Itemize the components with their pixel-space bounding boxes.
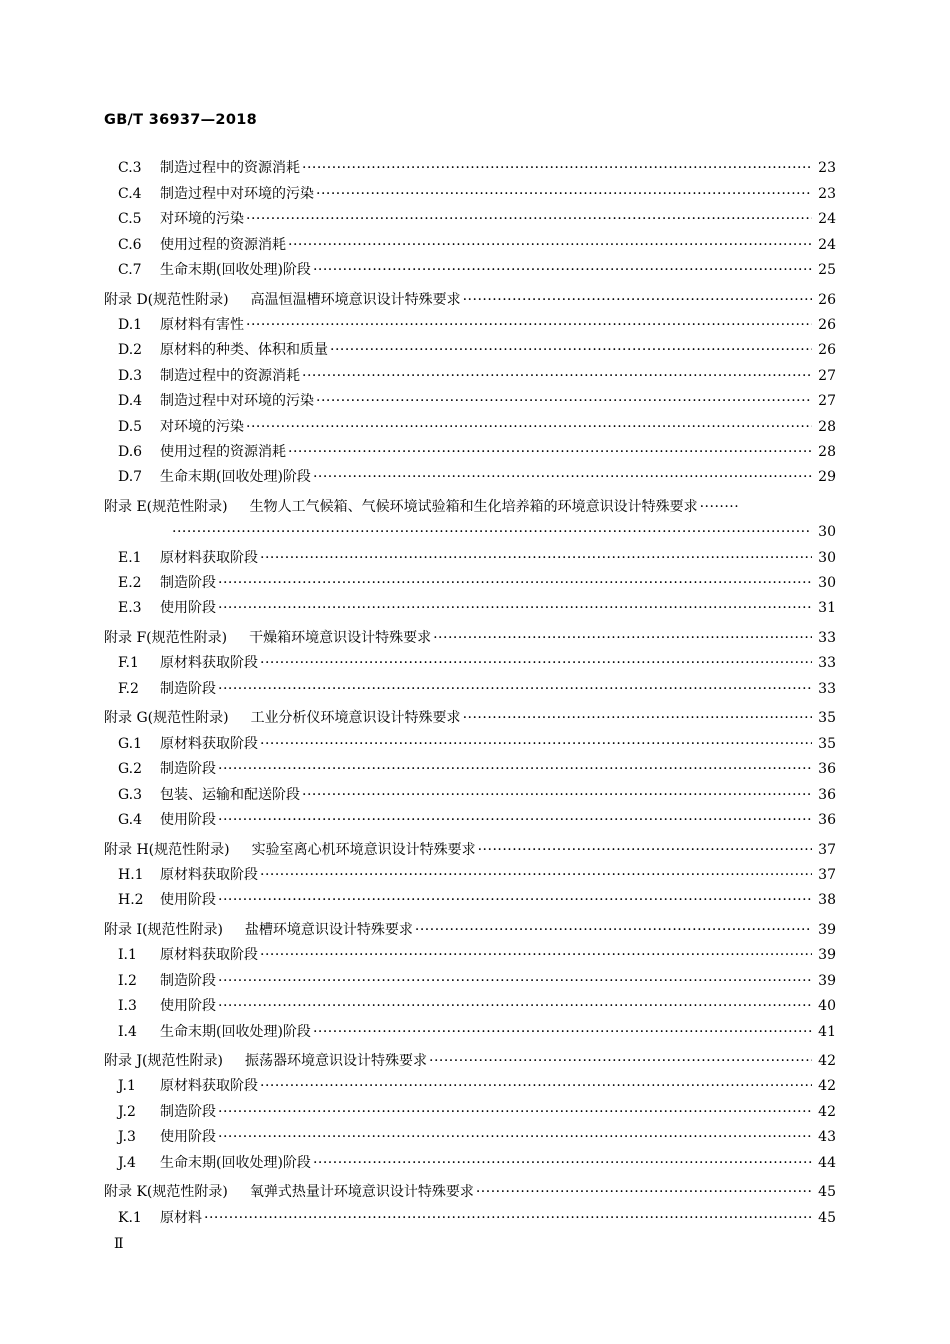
toc-entry-title: 氧弹式热量计环境意识设计特殊要求	[249, 1184, 474, 1201]
toc-entry-title: 使用阶段	[160, 892, 216, 909]
toc-leader-dots	[218, 598, 812, 618]
toc-entry-appendix[interactable]	[104, 280, 836, 310]
toc-entry-number: I.1	[118, 947, 137, 964]
toc-entry-page: 24	[818, 211, 836, 228]
toc-entry-continuation[interactable]	[104, 517, 836, 542]
toc-entry-page: 24	[818, 236, 836, 253]
toc-leader-dots	[415, 920, 812, 940]
toc-entry-page: 38	[818, 892, 836, 909]
toc-entry-number: E.1	[118, 549, 142, 566]
toc-entry-clause[interactable]	[104, 991, 836, 1016]
toc-entry-clause[interactable]	[104, 1122, 836, 1147]
toc-entry-clause[interactable]	[104, 437, 836, 462]
toc-entry-page: 35	[818, 735, 836, 752]
toc-entry-page: 23	[818, 160, 836, 177]
toc-entry-clause[interactable]	[104, 885, 836, 910]
toc-leader-dots	[218, 890, 812, 910]
toc-entry-number: D.7	[118, 469, 143, 486]
toc-entry-clause[interactable]	[104, 940, 836, 965]
toc-entry-page: 36	[818, 761, 836, 778]
toc-entry-title: 振荡器环境意识设计特殊要求	[245, 1053, 427, 1070]
toc-entry-number: F.2	[118, 680, 139, 697]
toc-entry-page: 30	[818, 549, 836, 566]
toc-entry-clause[interactable]	[104, 229, 836, 254]
toc-entry-page: 44	[818, 1154, 836, 1171]
toc-entry-title: 实验室离心机环境意识设计特殊要求	[251, 841, 476, 858]
toc-entry-title: 原材料获取阶段	[160, 735, 258, 752]
toc-leader-dots	[700, 497, 740, 517]
toc-entry-number: H.2	[118, 892, 144, 909]
toc-entry-page: 42	[818, 1078, 836, 1095]
toc-leader-dots	[218, 679, 812, 699]
toc-entry-number: 附录 H(规范性附录)	[104, 841, 230, 858]
toc-entry-page: 26	[818, 342, 836, 359]
toc-leader-dots	[246, 209, 812, 229]
toc-leader-dots	[218, 573, 812, 593]
toc-entry-number: D.5	[118, 418, 143, 435]
toc-leader-dots	[476, 1182, 812, 1202]
toc-entry-number: 附录 J(规范性附录)	[104, 1053, 223, 1070]
toc-leader-dots	[260, 548, 812, 568]
toc-entry-appendix[interactable]	[104, 910, 836, 940]
toc-entry-page: 25	[818, 261, 836, 278]
toc-entry-page: 33	[818, 630, 836, 647]
toc-entry-page: 28	[818, 418, 836, 435]
toc-entry-appendix[interactable]	[104, 830, 836, 860]
toc-entry-number: J.2	[118, 1103, 136, 1120]
toc-entry-clause[interactable]	[104, 462, 836, 487]
toc-entry-number: I.3	[118, 998, 137, 1015]
toc-entry-title: 生命末期(回收处理)阶段	[160, 1023, 311, 1040]
toc-leader-dots	[478, 840, 812, 860]
toc-entry-number: 附录 E(规范性附录)	[104, 498, 228, 515]
toc-entry-title: 制造阶段	[160, 1103, 216, 1120]
toc-leader-dots	[313, 467, 812, 487]
toc-entry-number: 附录 I(规范性附录)	[104, 921, 223, 938]
toc-leader-dots	[246, 417, 812, 437]
toc-entry-clause[interactable]	[104, 310, 836, 335]
toc-entry-page: 23	[818, 185, 836, 202]
toc-entry-clause[interactable]	[104, 965, 836, 990]
toc-leader-dots	[316, 184, 812, 204]
toc-entry-number: G.1	[118, 735, 143, 752]
toc-entry-page: 26	[818, 291, 836, 308]
toc-entry-number: E.2	[118, 575, 142, 592]
toc-leader-dots	[302, 158, 812, 178]
toc-entry-clause[interactable]	[104, 153, 836, 178]
toc-entry-title: 生命末期(回收处理)阶段	[160, 469, 311, 486]
toc-entry-number: C.3	[118, 160, 142, 177]
toc-leader-dots	[260, 1076, 812, 1096]
toc-entry-page: 37	[818, 841, 836, 858]
toc-entry-page: 39	[818, 921, 836, 938]
toc-entry-title: 使用阶段	[160, 600, 216, 617]
toc-entry-appendix[interactable]	[104, 487, 836, 517]
toc-leader-dots	[313, 260, 812, 280]
toc-leader-dots	[288, 235, 812, 255]
toc-leader-dots	[246, 315, 812, 335]
toc-leader-dots	[433, 628, 812, 648]
toc-entry-page: 36	[818, 811, 836, 828]
toc-entry-number: D.1	[118, 316, 143, 333]
toc-leader-dots	[313, 1022, 812, 1042]
toc-entry-clause[interactable]	[104, 754, 836, 779]
toc-entry-page: 33	[818, 655, 836, 672]
toc-leader-dots	[260, 865, 812, 885]
toc-entry-clause[interactable]	[104, 1202, 836, 1227]
toc-entry-clause[interactable]	[104, 568, 836, 593]
toc-entry-number: I.4	[118, 1023, 137, 1040]
toc-entry-page: 29	[818, 469, 836, 486]
toc-entry-page: 30	[818, 575, 836, 592]
toc-leader-dots	[316, 391, 812, 411]
toc-entry-title: 原材料的种类、体积和质量	[160, 342, 328, 359]
toc-entry-appendix[interactable]	[104, 618, 836, 648]
toc-entry-title: 使用过程的资源消耗	[160, 236, 286, 253]
toc-leader-dots	[260, 734, 812, 754]
toc-entry-clause[interactable]	[104, 1071, 836, 1096]
toc-entry-page: 31	[818, 600, 836, 617]
toc-leader-dots	[302, 366, 812, 386]
toc-leader-dots	[218, 810, 812, 830]
toc-entry-number: K.1	[118, 1209, 142, 1226]
toc-entry-title: 制造阶段	[160, 761, 216, 778]
toc-entry-title: 使用阶段	[160, 1129, 216, 1146]
toc-entry-title: 包装、运输和配送阶段	[160, 786, 300, 803]
toc-entry-title: 原材料	[160, 1209, 202, 1226]
toc-leader-dots	[260, 653, 812, 673]
toc-entry-clause[interactable]	[104, 728, 836, 753]
toc-entry-title: 原材料有害性	[160, 316, 244, 333]
toc-leader-dots	[429, 1051, 812, 1071]
toc-entry-page: 39	[818, 947, 836, 964]
toc-entry-title: 原材料获取阶段	[160, 866, 258, 883]
toc-entry-page: 36	[818, 786, 836, 803]
toc-entry-number: J.3	[118, 1129, 136, 1146]
toc-entry-page: 28	[818, 443, 836, 460]
toc-entry-page: 33	[818, 680, 836, 697]
toc-entry-clause[interactable]	[104, 1096, 836, 1121]
toc-entry-number: G.3	[118, 786, 143, 803]
toc-leader-dots	[218, 1127, 812, 1147]
toc-leader-dots	[330, 340, 812, 360]
toc-entry-number: G.4	[118, 811, 143, 828]
toc-entry-title: 制造过程中对环境的污染	[160, 185, 314, 202]
toc-entry-number: 附录 F(规范性附录)	[104, 630, 228, 647]
toc-entry-page: 26	[818, 316, 836, 333]
toc-entry-page: 37	[818, 866, 836, 883]
toc-entry-title: 干燥箱环境意识设计特殊要求	[249, 630, 432, 647]
toc-entry-title: 原材料获取阶段	[160, 1078, 258, 1095]
toc-entry-page: 45	[818, 1209, 836, 1226]
toc-leader-dots	[218, 971, 812, 991]
toc-entry-title: 制造阶段	[160, 972, 216, 989]
table-of-contents	[104, 153, 836, 1228]
toc-entry-number: 附录 G(规范性附录)	[104, 710, 229, 727]
toc-entry-number: F.1	[118, 655, 139, 672]
toc-entry-number: D.2	[118, 342, 143, 359]
toc-leader-dots	[172, 522, 812, 542]
toc-entry-title: 使用阶段	[160, 998, 216, 1015]
toc-leader-dots	[313, 1153, 812, 1173]
toc-entry-appendix[interactable]	[104, 1042, 836, 1072]
toc-leader-dots	[288, 442, 812, 462]
toc-entry-page: 45	[818, 1184, 836, 1201]
toc-entry-clause[interactable]	[104, 178, 836, 203]
toc-entry-title: 制造阶段	[160, 680, 216, 697]
toc-entry-clause[interactable]	[104, 673, 836, 698]
toc-entry-page: 40	[818, 998, 836, 1015]
toc-entry-title: 高温恒温槽环境意识设计特殊要求	[250, 291, 461, 308]
toc-entry-clause[interactable]	[104, 360, 836, 385]
toc-entry-number: J.4	[118, 1154, 136, 1171]
toc-leader-dots	[218, 996, 812, 1016]
toc-entry-page: 42	[818, 1103, 836, 1120]
toc-entry-page: 43	[818, 1129, 836, 1146]
toc-entry-title: 对环境的污染	[160, 211, 244, 228]
toc-entry-page: 42	[818, 1053, 836, 1070]
toc-entry-page: 35	[818, 710, 836, 727]
toc-entry-title: 生命末期(回收处理)阶段	[160, 1154, 311, 1171]
toc-leader-dots	[218, 1102, 812, 1122]
toc-entry-title: 工业分析仪环境意识设计特殊要求	[250, 710, 461, 727]
standard-number-header: GB/T 36937—2018	[104, 112, 257, 128]
toc-entry-number: C.7	[118, 261, 142, 278]
toc-entry-title: 制造过程中的资源消耗	[160, 160, 300, 177]
toc-entry-clause[interactable]	[104, 648, 836, 673]
toc-entry-number: G.2	[118, 761, 143, 778]
toc-entry-title: 生命末期(回收处理)阶段	[160, 261, 311, 278]
toc-entry-appendix[interactable]	[104, 1173, 836, 1203]
toc-entry-number: I.2	[118, 972, 137, 989]
toc-leader-dots	[463, 708, 812, 728]
toc-entry-clause[interactable]	[104, 204, 836, 229]
toc-entry-clause[interactable]	[104, 411, 836, 436]
toc-entry-number: 附录 D(规范性附录)	[104, 291, 229, 308]
toc-entry-appendix[interactable]	[104, 699, 836, 729]
toc-entry-number: C.4	[118, 185, 142, 202]
toc-entry-page: 39	[818, 972, 836, 989]
toc-entry-number: H.1	[118, 866, 144, 883]
toc-entry-clause[interactable]	[104, 386, 836, 411]
toc-entry-clause[interactable]	[104, 860, 836, 885]
toc-entry-number: D.6	[118, 443, 143, 460]
toc-entry-number: 附录 K(规范性附录)	[104, 1184, 228, 1201]
toc-entry-title: 盐槽环境意识设计特殊要求	[244, 921, 413, 938]
toc-leader-dots	[463, 290, 812, 310]
toc-entry-number: E.3	[118, 600, 142, 617]
toc-entry-title: 制造过程中的资源消耗	[160, 367, 300, 384]
toc-entry-number: C.5	[118, 211, 142, 228]
toc-entry-title: 使用阶段	[160, 811, 216, 828]
toc-entry-clause[interactable]	[104, 805, 836, 830]
toc-leader-dots	[260, 945, 812, 965]
toc-entry-title: 生物人工气候箱、气候环境试验箱和生化培养箱的环境意识设计特殊要求	[249, 498, 698, 515]
toc-entry-clause[interactable]	[104, 1147, 836, 1172]
toc-entry-clause[interactable]	[104, 255, 836, 280]
toc-entry-title: 制造过程中对环境的污染	[160, 393, 314, 410]
toc-entry-clause[interactable]	[104, 1016, 836, 1041]
toc-entry-title: 对环境的污染	[160, 418, 244, 435]
toc-entry-clause[interactable]	[104, 542, 836, 567]
toc-entry-title: 使用过程的资源消耗	[160, 443, 286, 460]
toc-entry-page: 27	[818, 367, 836, 384]
toc-entry-number: D.4	[118, 393, 143, 410]
toc-entry-clause[interactable]	[104, 779, 836, 804]
toc-entry-page: 30	[818, 524, 836, 541]
toc-entry-clause[interactable]	[104, 335, 836, 360]
toc-leader-dots	[218, 759, 812, 779]
toc-entry-page: 27	[818, 393, 836, 410]
toc-entry-number: D.3	[118, 367, 143, 384]
toc-entry-number: C.6	[118, 236, 142, 253]
page-number-roman: Ⅱ	[114, 1236, 124, 1252]
toc-leader-dots	[302, 785, 812, 805]
toc-entry-page: 41	[818, 1023, 836, 1040]
toc-entry-title: 制造阶段	[160, 575, 216, 592]
toc-entry-title: 原材料获取阶段	[160, 549, 258, 566]
toc-entry-title: 原材料获取阶段	[160, 947, 258, 964]
toc-leader-dots	[204, 1208, 812, 1228]
toc-entry-number: J.1	[118, 1078, 136, 1095]
toc-entry-clause[interactable]	[104, 593, 836, 618]
toc-entry-title: 原材料获取阶段	[160, 655, 258, 672]
